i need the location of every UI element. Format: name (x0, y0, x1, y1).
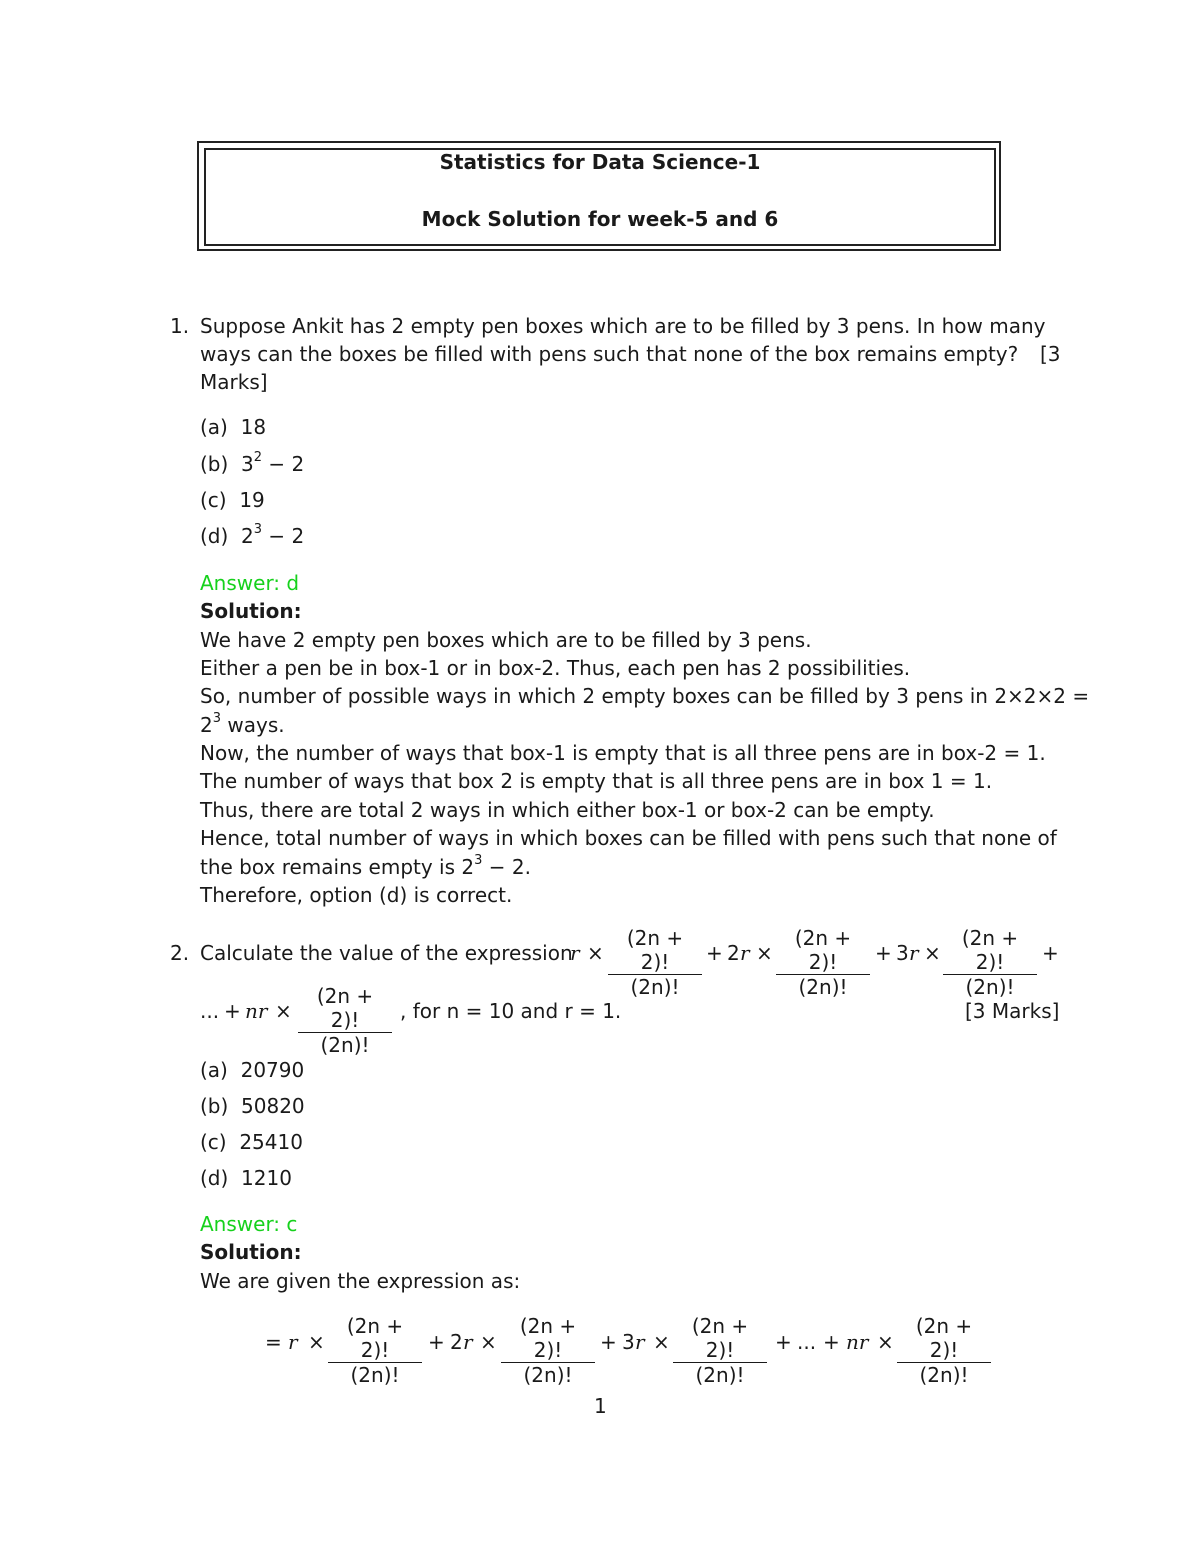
q2-eq-coef-2: 2 (450, 1330, 463, 1354)
q1-solution-line8: Hence, total number of ways in which boxes can be filled with pens such that none of (200, 826, 1057, 850)
q2-number: 2. (170, 941, 190, 965)
fraction-denominator: (2n)! (298, 1032, 392, 1057)
q2-expr-plus: + (224, 999, 241, 1023)
q2-eq-times: × (308, 1330, 325, 1354)
option-label: (b) (200, 1094, 229, 1118)
q2-eq-fraction-3 (673, 1314, 767, 1387)
option-value: 25410 (239, 1130, 303, 1154)
fraction-numerator: (2n + 2)! (316, 984, 374, 1032)
q2-marks: [3 Marks] (965, 999, 1060, 1023)
q1-solution-line5: Now, the number of ways that box-1 is empty that is all three pens are in box-2 = 1. (200, 741, 1046, 765)
q2-eq-fraction-1 (328, 1314, 422, 1387)
q2-eq-plus: + (428, 1330, 445, 1354)
line-text: the box remains empty is 2 (200, 855, 475, 879)
q2-expr-coef-2: 2 (727, 941, 740, 965)
q1-option-b (200, 450, 304, 478)
q2-expr-r: r (740, 941, 750, 965)
option-rest: − 2 (262, 452, 305, 476)
q2-expr-coef-3: 3 (896, 941, 909, 965)
q2-option-d (200, 1164, 292, 1192)
q2-solution-heading: Solution: (200, 1240, 302, 1264)
fraction-denominator: (2n)! (673, 1362, 767, 1387)
q2-eq-coef-3: 3 (622, 1330, 635, 1354)
fraction-denominator: (2n)! (943, 974, 1037, 999)
q2-expr-r: r (570, 941, 580, 965)
q2-answer: Answer: c (200, 1212, 298, 1236)
q2-eq-nr: nr (846, 1330, 869, 1354)
q2-intro: Calculate the value of the expression (200, 941, 573, 965)
power-exponent: 3 (212, 711, 222, 727)
fraction-numerator: (2n + 2)! (961, 926, 1019, 974)
q1-solution-line3: So, number of possible ways in which 2 empty boxes can be filled by 3 pens in 2×2×2 = (200, 684, 1090, 708)
q1-number: 1. (170, 314, 190, 338)
option-base: 2 (241, 524, 254, 548)
fraction-denominator: (2n)! (608, 974, 702, 999)
q2-eq-r: r (463, 1330, 473, 1354)
power-base: 2 (200, 713, 213, 737)
q2-eq-r: r (635, 1330, 645, 1354)
q2-fraction-2 (776, 926, 870, 999)
q1-solution-line4 (200, 711, 285, 739)
q2-eq-plus: + (600, 1330, 617, 1354)
option-label: (b) (200, 452, 229, 476)
q1-text-line1: Suppose Ankit has 2 empty pen boxes which are to be filled by 3 pens. In how many (200, 314, 1046, 338)
q2-expr-ellipsis: ... (200, 999, 220, 1023)
fraction-numerator: (2n + 2)! (346, 1314, 404, 1362)
q2-eq-fraction-2 (501, 1314, 595, 1387)
option-value: 18 (240, 415, 267, 439)
q1-option-d (200, 522, 304, 550)
document-subtitle: Mock Solution for week-5 and 6 (421, 207, 779, 231)
option-base: 3 (241, 452, 254, 476)
q2-eq-times: × (653, 1330, 670, 1354)
page-number: 1 (594, 1394, 607, 1418)
q1-solution-line6: The number of ways that box 2 is empty that is all three pens are in box 1 = 1. (200, 769, 993, 793)
q1-solution-line10: Therefore, option (d) is correct. (200, 883, 513, 907)
q1-solution-line9 (200, 853, 531, 881)
option-value: 1210 (241, 1166, 292, 1190)
fraction-numerator: (2n + 2)! (915, 1314, 973, 1362)
q2-expr-plus: + (875, 941, 892, 965)
q2-solution-line1: We are given the expression as: (200, 1269, 521, 1293)
fraction-numerator: (2n + 2)! (691, 1314, 749, 1362)
q2-expr-times: × (587, 941, 604, 965)
q1-marks-close: Marks] (200, 370, 268, 394)
option-value: 50820 (241, 1094, 305, 1118)
q2-option-a (200, 1056, 304, 1084)
q2-eq-times: × (480, 1330, 497, 1354)
option-exponent: 3 (253, 522, 263, 538)
fraction-numerator: (2n + 2)! (519, 1314, 577, 1362)
q2-eq-r: r (288, 1330, 298, 1354)
q2-expr-times: × (924, 941, 941, 965)
q2-eq-times: × (877, 1330, 894, 1354)
q2-option-c (200, 1128, 303, 1156)
q1-solution-heading: Solution: (200, 599, 302, 623)
line-rest: ways. (221, 713, 285, 737)
q2-condition: , for n = 10 and r = 1. (400, 999, 622, 1023)
option-label: (c) (200, 488, 227, 512)
q1-option-c (200, 486, 265, 514)
option-label: (a) (200, 415, 228, 439)
q2-expr-times: × (756, 941, 773, 965)
q2-expr-plus: + (1042, 941, 1059, 965)
fraction-denominator: (2n)! (328, 1362, 422, 1387)
option-label: (d) (200, 1166, 229, 1190)
q2-eq-ellipsis: ... (797, 1330, 817, 1354)
option-label: (a) (200, 1058, 228, 1082)
q2-option-b (200, 1092, 305, 1120)
power-exponent: 3 (474, 853, 483, 869)
line-rest: − 2. (482, 855, 531, 879)
option-value: 20790 (240, 1058, 305, 1082)
fraction-numerator: (2n + 2)! (626, 926, 684, 974)
q2-eq-equals: = (265, 1330, 282, 1354)
q2-eq-plus: + (775, 1330, 792, 1354)
option-value: 19 (239, 488, 265, 512)
q1-solution-line1: We have 2 empty pen boxes which are to be filled by 3 pens. (200, 628, 812, 652)
option-label: (c) (200, 1130, 227, 1154)
q1-marks-open: [3 (1040, 342, 1061, 366)
q1-option-a (200, 413, 266, 441)
q1-answer: Answer: d (200, 571, 300, 595)
option-rest: − 2 (262, 524, 305, 548)
q2-eq-plus: + (823, 1330, 840, 1354)
q1-solution-line7: Thus, there are total 2 ways in which either box-1 or box-2 can be empty. (200, 798, 935, 822)
fraction-numerator: (2n + 2)! (794, 926, 852, 974)
q1-text-line2: ways can the boxes be filled with pens such that none of the box remains empty? (200, 342, 1019, 366)
q2-expr-nr: nr (245, 999, 268, 1023)
option-label: (d) (200, 524, 229, 548)
fraction-denominator: (2n)! (897, 1362, 991, 1387)
document-title: Statistics for Data Science-1 (439, 150, 761, 174)
q2-expr-plus: + (706, 941, 723, 965)
option-exponent: 2 (253, 450, 263, 466)
q2-fraction-3 (943, 926, 1037, 999)
fraction-denominator: (2n)! (776, 974, 870, 999)
fraction-denominator: (2n)! (501, 1362, 595, 1387)
q1-solution-line2: Either a pen be in box-1 or in box-2. Thus, each pen has 2 possibilities. (200, 656, 911, 680)
q2-eq-fraction-4 (897, 1314, 991, 1387)
q2-expr-times: × (275, 999, 292, 1023)
q2-fraction-1 (608, 926, 702, 999)
q2-fraction-4 (298, 984, 392, 1057)
q2-expr-r: r (909, 941, 919, 965)
